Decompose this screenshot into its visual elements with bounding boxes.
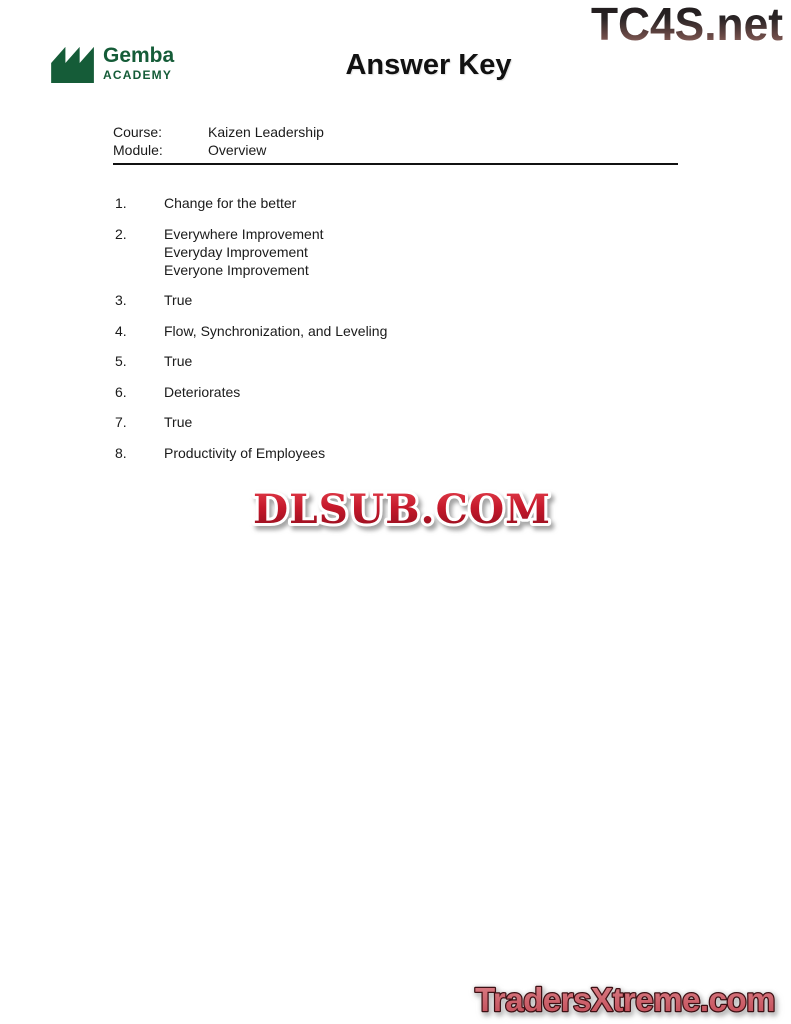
- module-label: Module:: [113, 142, 163, 158]
- watermark-bottom-right: [453, 977, 783, 1024]
- answer-item-5: [115, 352, 675, 370]
- answer-line: Everyone Improvement: [164, 261, 309, 278]
- meta-row-module: [113, 141, 678, 159]
- watermark-center: [0, 481, 791, 540]
- answer-number: 7.: [115, 414, 127, 430]
- answer-number: 6.: [115, 383, 127, 400]
- answer-item-3: [115, 291, 675, 309]
- course-value: Kaizen Leadership: [208, 124, 324, 140]
- answer-line: True: [164, 292, 193, 308]
- answer-item-4: [115, 322, 675, 340]
- answer-text: [164, 291, 675, 309]
- answer-number: 2.: [115, 225, 127, 242]
- answer-number: 8.: [115, 444, 127, 461]
- answer-item-6: [115, 383, 675, 401]
- answers-list: [115, 194, 675, 474]
- answer-text: [164, 352, 675, 370]
- answer-text: [164, 194, 675, 212]
- answer-item-7: [115, 413, 675, 431]
- answer-text: [164, 413, 675, 431]
- answer-number: 3.: [115, 292, 127, 308]
- dlsub-watermark-graphic: [242, 481, 562, 535]
- meta-row-course: [113, 123, 678, 141]
- answer-line: Flow, Synchronization, and Leveling: [164, 322, 388, 339]
- answer-line: Everyday Improvement: [164, 243, 308, 260]
- page-title: Answer Key: [345, 49, 512, 81]
- answer-line: Change for the better: [164, 195, 297, 211]
- answer-line: Productivity of Employees: [164, 444, 326, 461]
- course-meta-block: [113, 123, 678, 165]
- answer-line: True: [164, 414, 193, 430]
- answer-line: Deteriorates: [164, 383, 241, 400]
- answer-text: [164, 444, 675, 462]
- traders-watermark-text: TradersXtreme.com: [475, 981, 775, 1018]
- answer-line: True: [164, 353, 193, 369]
- tc4s-watermark-text: TC4S.net: [591, 0, 783, 50]
- logo-name: Gemba: [103, 44, 175, 67]
- answer-item-8: [115, 444, 675, 462]
- answer-number: 1.: [115, 195, 127, 211]
- answer-item-1: [115, 194, 675, 212]
- answer-line: Everywhere Improvement: [164, 225, 324, 242]
- answer-text: [164, 225, 675, 279]
- module-value: Overview: [208, 142, 267, 158]
- traders-watermark-graphic: [453, 977, 783, 1023]
- answer-number: 4.: [115, 322, 127, 339]
- answer-text: [164, 322, 675, 340]
- answer-text: [164, 383, 675, 401]
- logo-subname: ACADEMY: [103, 68, 173, 82]
- course-label: Course:: [113, 124, 163, 140]
- answer-number: 5.: [115, 353, 127, 369]
- answer-item-2: [115, 225, 675, 279]
- tc4s-watermark-graphic: [581, 0, 791, 54]
- dlsub-watermark-text: DLSUB.COM: [252, 486, 551, 533]
